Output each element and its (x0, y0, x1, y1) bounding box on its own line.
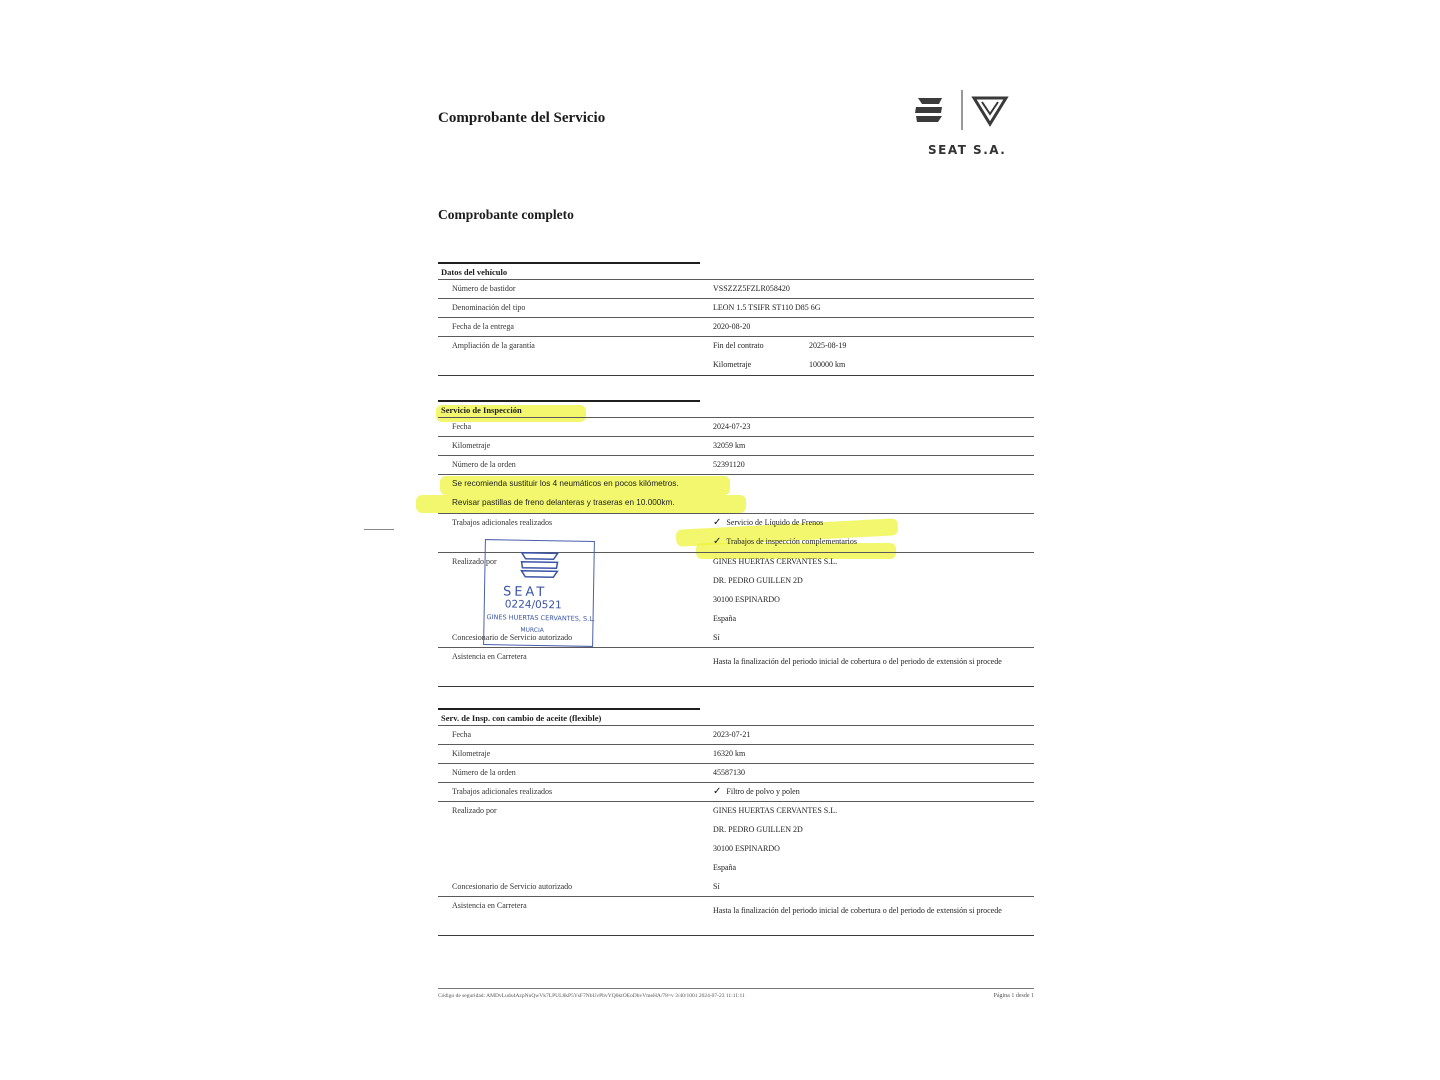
workshop-line: España (713, 863, 737, 872)
done-by-row (438, 801, 1034, 878)
row-value: Sí (713, 633, 720, 642)
checkmark-icon: ✓ (713, 536, 722, 547)
extra-work-item: ✓ Trabajos de inspección complementarios (713, 536, 857, 547)
table-row (438, 763, 1034, 782)
row-label: Número de bastidor (452, 284, 516, 293)
checkmark-icon: ✓ (713, 517, 722, 528)
inspection-heading: Servicio de Inspección (441, 405, 522, 415)
stamp-brand: SEAT (502, 584, 548, 601)
workshop-line: 30100 ESPINARDO (713, 844, 780, 853)
table-row (438, 878, 1034, 896)
row-value: 45587130 (713, 768, 745, 777)
scan-artifact (364, 529, 394, 530)
row-label: Concesionario de Servicio autorizado (452, 882, 573, 891)
row-label: Realizado por (452, 557, 497, 566)
row-label: Número de la orden (452, 460, 516, 469)
row-value: 2020-08-20 (713, 322, 751, 331)
security-code: Código de seguridad: AMDvLuds4AzpNuQwVk7LPUL8kP5YsF7NbUvPbvYQ6ktOEoDhvVmeHA/78=v 3/40/1001 2024-07-23 11:11:11 (438, 993, 745, 999)
row-value: LEON 1.5 TSIFR ST110 D85 6G (713, 303, 821, 312)
table-row (438, 317, 1034, 336)
row-value: Hasta la finalización del periodo inicial de cobertura o del periodo de extensión si procede (713, 906, 1002, 915)
row-label: Fecha de la entrega (452, 322, 514, 331)
document-title: Comprobante del Servicio (438, 110, 606, 126)
stamp-company: GINES HUERTAS CERVANTES, S.L. (486, 613, 596, 623)
workshop-line: GINES HUERTAS CERVANTES S.L. (713, 806, 838, 815)
subtitle: Comprobante completo (438, 207, 574, 222)
table-row (438, 417, 1034, 436)
row-label: Número de la orden (452, 768, 516, 777)
table-row (438, 436, 1034, 455)
stamp-code: 0224/0521 (504, 598, 562, 612)
extra-work-item: ✓ Filtro de polvo y polen (713, 786, 800, 797)
table-row (438, 298, 1034, 317)
recommendation-note: Se recomienda sustituir los 4 neumáticos en pocos kilómetros. (452, 479, 679, 488)
recommendation-note: Revisar pastillas de freno delanteras y traseras en 10.000km. (452, 498, 675, 507)
row-value: 52391120 (713, 460, 745, 469)
warranty-km-value: 100000 km (809, 360, 846, 369)
warranty-km-label: Kilometraje (713, 360, 752, 369)
oil-service-section (438, 708, 1034, 936)
workshop-line: España (713, 614, 737, 623)
workshop-line: DR. PEDRO GUILLEN 2D (713, 576, 803, 585)
vehicle-section (438, 262, 1034, 376)
row-label: Fecha (452, 730, 472, 739)
checkmark-icon: ✓ (713, 786, 722, 797)
page-number: Página 1 desde 1 (993, 993, 1034, 999)
page-footer (438, 988, 1034, 1003)
table-row (438, 455, 1034, 474)
warranty-row (438, 336, 1034, 375)
row-label: Realizado por (452, 806, 497, 815)
stamp-city: MURCIA (520, 626, 544, 635)
table-row (438, 647, 1034, 686)
seat-stamp-logo-icon (517, 547, 562, 584)
extra-work-item: ✓ Servicio de Líquido de Frenos (713, 517, 824, 528)
row-value: Sí (713, 882, 720, 891)
workshop-line: GINES HUERTAS CERVANTES S.L. (713, 557, 838, 566)
workshop-line: 30100 ESPINARDO (713, 595, 780, 604)
section-header (438, 262, 1034, 279)
row-label: Trabajos adicionales realizados (452, 787, 553, 796)
row-label: Kilometraje (452, 441, 491, 450)
table-row (438, 279, 1034, 298)
row-label: Kilometraje (452, 749, 491, 758)
table-row (438, 744, 1034, 763)
row-label: Fecha (452, 422, 472, 431)
section-header (438, 708, 1034, 725)
table-row (438, 896, 1034, 935)
extra-work-row (438, 782, 1034, 801)
row-label: Asistencia en Carretera (452, 652, 527, 661)
row-value: 2023-07-21 (713, 730, 751, 739)
seat-company-name: SEAT S.A. (928, 143, 1007, 157)
row-value: 32059 km (713, 441, 746, 450)
row-label: Denominación del tipo (452, 303, 526, 312)
row-label: Ampliación de la garantía (452, 341, 535, 350)
section-header (438, 400, 1034, 417)
row-label: Trabajos adicionales realizados (452, 518, 553, 527)
row-value: 2024-07-23 (713, 422, 751, 431)
workshop-line: DR. PEDRO GUILLEN 2D (713, 825, 803, 834)
row-value: Hasta la finalización del periodo inicial de cobertura o del periodo de extensión si procede (713, 657, 1002, 666)
row-value: 16320 km (713, 749, 746, 758)
notes-row (438, 474, 1034, 513)
table-row (438, 725, 1034, 744)
row-value: VSSZZZ5FZLR058420 (713, 284, 790, 293)
oil-service-heading: Serv. de Insp. con cambio de aceite (flexible) (441, 713, 602, 723)
row-label: Concesionario de Servicio autorizado (452, 633, 573, 642)
dealer-stamp (483, 539, 595, 647)
warranty-end-label: Fin del contrato (713, 341, 764, 350)
warranty-end-value: 2025-08-19 (809, 341, 847, 350)
row-label: Asistencia en Carretera (452, 901, 527, 910)
vehicle-heading: Datos del vehículo (441, 267, 508, 277)
seat-logo-icon (908, 84, 1018, 144)
